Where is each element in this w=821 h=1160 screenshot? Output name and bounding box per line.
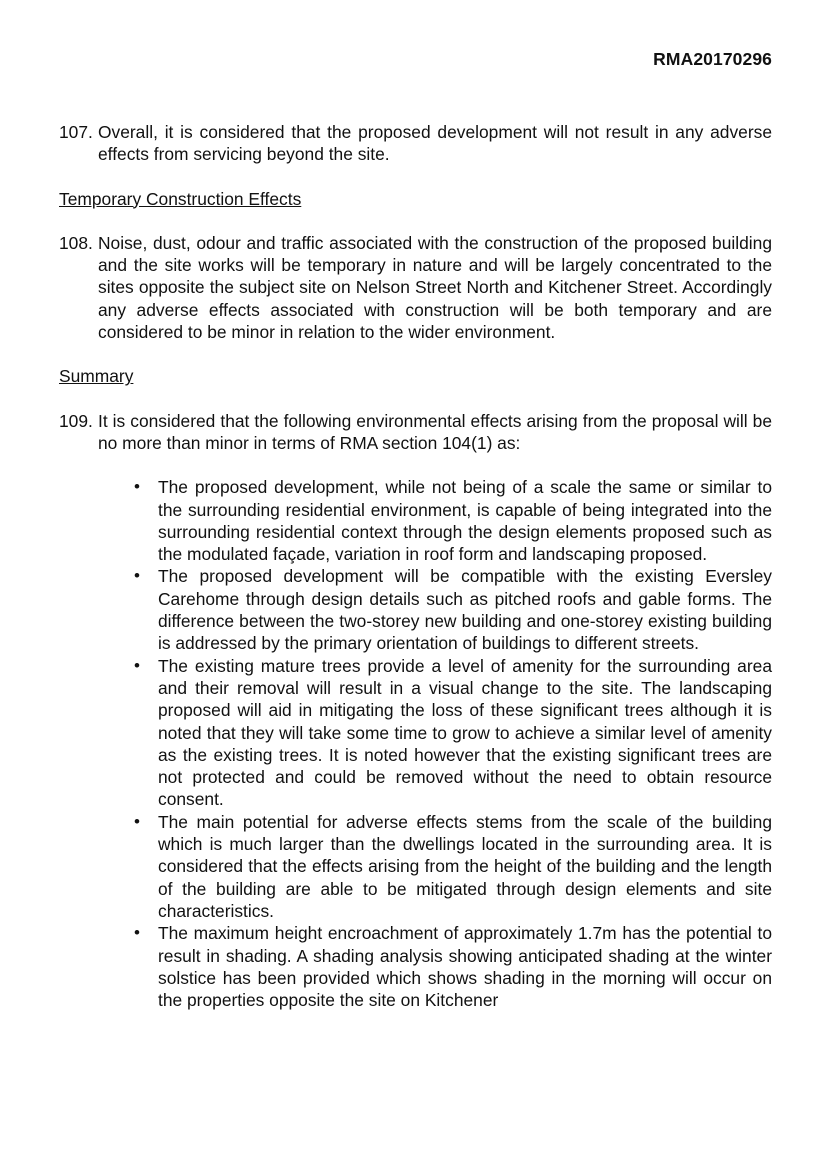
list-item-text: The proposed development, while not being of a scale the same or similar to the surrounding residential environment, is capable of being integrated into the surrounding residential context through the design elements proposed such as the modulated façade, variation in roof form and landscaping proposed.: [158, 477, 772, 565]
bullet-marker: •: [134, 811, 140, 831]
paragraph-109: [59, 410, 772, 455]
list-item: [134, 811, 772, 922]
paragraph-number: 108.: [59, 232, 93, 253]
list-item: [134, 922, 772, 1011]
bullet-marker: •: [134, 923, 140, 943]
paragraph-text: Overall, it is considered that the proposed development will not result in any adverse effects from servicing beyond the site.: [98, 122, 772, 165]
list-item-text: The main potential for adverse effects stems from the scale of the building which is much larger than the dwellings located in the surrounding area. It is considered that the effects arising from the height of the building and the length of the building are able to be mitigated through design elements and site characteristics.: [158, 811, 772, 921]
list-item-text: The proposed development will be compatible with the existing Eversley Carehome through design details such as pitched roofs and gable forms. The difference between the two-storey new building and one-storey existing building is addressed by the primary orientation of buildings to different streets.: [158, 566, 772, 654]
list-item: [134, 476, 772, 565]
bullet-marker: •: [134, 566, 140, 586]
paragraph-text: Noise, dust, odour and traffic associated with the construction of the proposed building and the site works will be temporary in nature and will be largely concentrated to the sites opposite the subject site on Nelson Street North and Kitchener Street. Accordingly any adverse effects associated with construction will be both temporary and are considered to be minor in relation to the wider environment.: [98, 232, 772, 343]
section-heading-temporary-construction-effects: Temporary Construction Effects: [59, 188, 302, 209]
paragraph-108: [59, 232, 772, 343]
paragraph-107: [59, 121, 772, 166]
document-reference: RMA20170296: [653, 49, 772, 69]
list-item-text: The existing mature trees provide a level of amenity for the surrounding area and their removal will result in a visual change to the site. The landscaping proposed will aid in mitigating the loss of these significant trees although it is noted that they will take some time to grow to achieve a similar level of amenity as the existing trees. It is noted however that the existing significant trees are not protected and could be removed without the need to obtain resource consent.: [158, 655, 772, 810]
bullet-marker: •: [134, 477, 140, 497]
summary-bullet-list: [59, 476, 772, 1011]
list-item-text: The maximum height encroachment of approximately 1.7m has the potential to result in shading. A shading analysis showing anticipated shading at the winter solstice has been provided which shows shading in the morning will occur on the properties opposite the site on Kitchener: [158, 923, 772, 1011]
bullet-marker: •: [134, 655, 140, 675]
paragraph-text: It is considered that the following environmental effects arising from the proposal will be no more than minor in terms of RMA section 104(1) as:: [98, 410, 772, 453]
section-heading-summary: Summary: [59, 366, 134, 387]
paragraph-number: 109.: [59, 410, 93, 431]
document-body: [59, 121, 772, 1011]
paragraph-number: 107.: [59, 122, 93, 142]
list-item: [134, 655, 772, 811]
list-item: [134, 565, 772, 654]
